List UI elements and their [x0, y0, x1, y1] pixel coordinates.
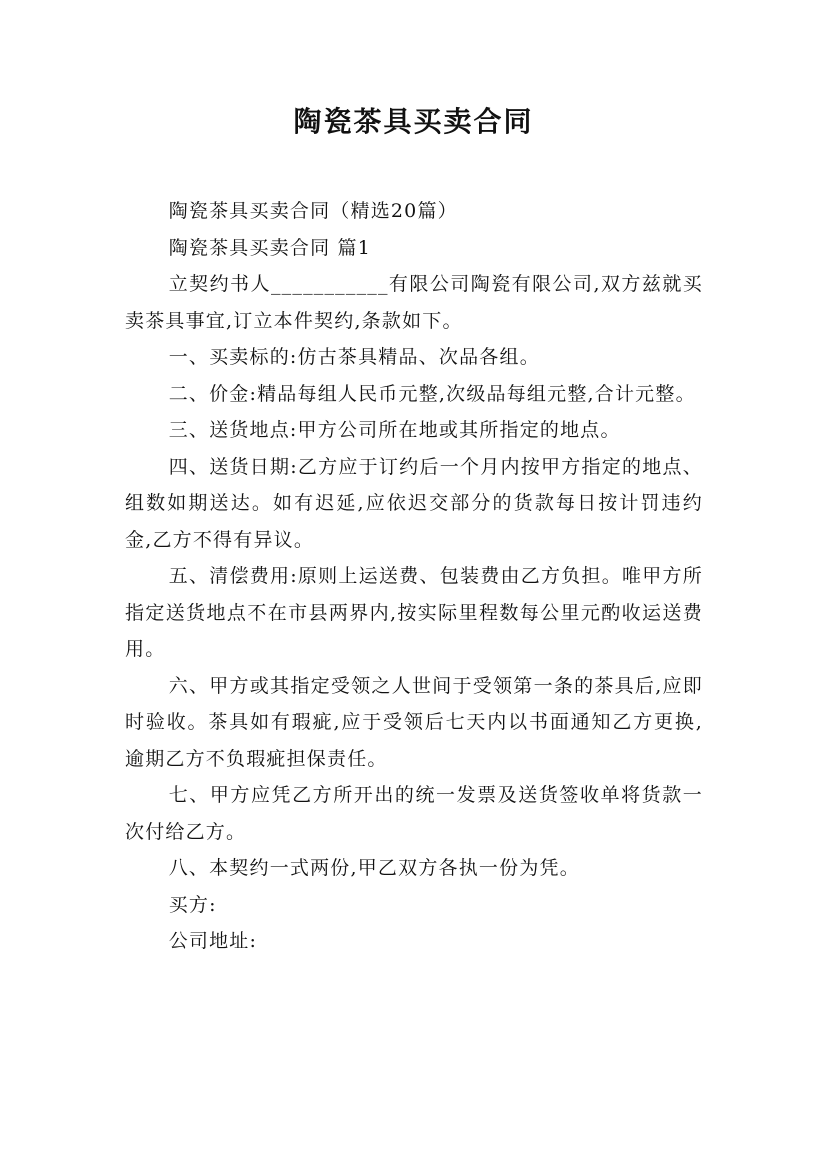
clause-1: 一、买卖标的:仿古茶具精品、次品各组。 [168, 346, 540, 368]
clause-8: 八、本契约一式两份,甲乙双方各执一份为凭。 [168, 857, 580, 879]
clause-2: 二、价金:精品每组人民币元整,次级品每组元整,合计元整。 [168, 382, 696, 405]
document-body [125, 193, 703, 960]
buyer-label: 买方: [168, 893, 217, 916]
clause-3: 三、送货地点:甲方公司所在地或其所指定的地点。 [168, 419, 621, 441]
clause-6: 六、甲方或其指定受领之人世间于受领第一条的茶具后,应即时验收。茶具如有瑕疵,应于受领后七天内以书面通知乙方更换,逾期乙方不负瑕疵担保责任。 [125, 674, 703, 770]
contract-preamble: 立契约书人___________有限公司陶瓷有限公司,双方兹就买卖茶具事宜,订立本件契约,条款如下。 [125, 273, 703, 332]
company-address-label: 公司地址: [168, 930, 258, 952]
clause-4: 四、送货日期:乙方应于订约后一个月内按甲方指定的地点、组数如期送达。如有迟延,应依迟交部分的货款每日按计罚违约金,乙方不得有异议。 [125, 455, 703, 551]
clause-5: 五、清偿费用:原则上运送费、包装费由乙方负担。唯甲方所指定送货地点不在市县两界内,按实际里程数每公里元酌收运送费用。 [125, 565, 703, 660]
clause-7: 七、甲方应凭乙方所开出的统一发票及送货签收单将货款一次付给乙方。 [125, 784, 703, 843]
section-heading: 陶瓷茶具买卖合同 篇1 [168, 236, 372, 259]
collection-heading: 陶瓷茶具买卖合同（精选20篇） [168, 200, 458, 222]
document-title: 陶瓷茶具买卖合同 [293, 105, 534, 138]
